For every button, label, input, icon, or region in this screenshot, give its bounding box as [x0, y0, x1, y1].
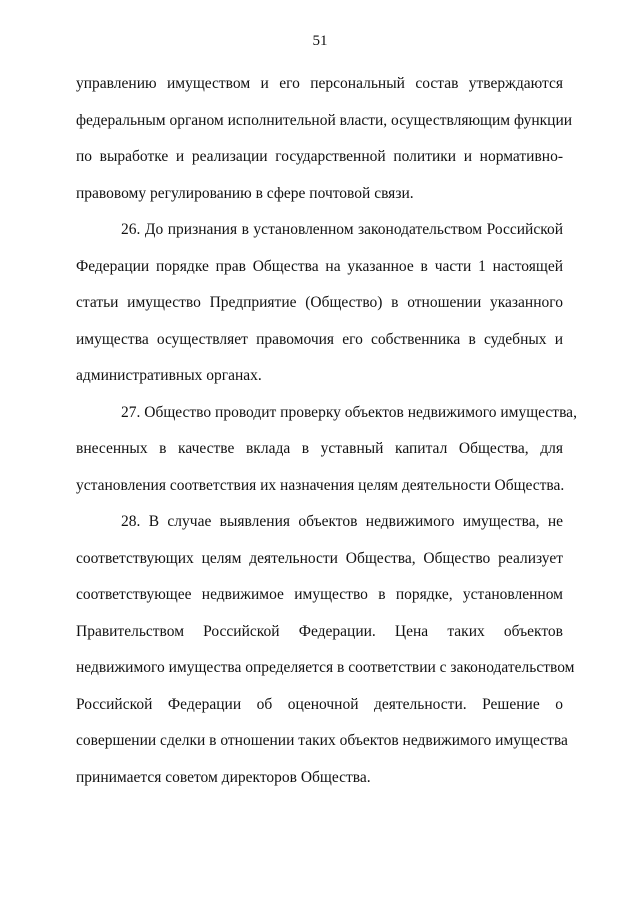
text-line: установления соответствия их назначения целям деятельности Общества.: [76, 476, 565, 494]
text-line: статьи имущество Предприятие (Общество) в отношении указанного: [76, 294, 563, 311]
text-line: административных органах.: [76, 367, 262, 384]
text-line: имущества осуществляет правомочия его собственника в судебных и: [76, 330, 563, 348]
text-line: 26. До признания в установленном законодательством Российской: [121, 221, 563, 238]
page-number: 51: [312, 33, 328, 49]
document-body: [76, 70, 577, 800]
text-line: недвижимого имущества определяется в соответствии с законодательством: [76, 659, 575, 676]
paragraph-27: [76, 399, 577, 509]
text-line: по выработке и реализации государственной политики и нормативно-: [76, 148, 563, 165]
text-line: Российской Федерации об оценочной деятельности. Решение о: [76, 695, 563, 713]
text-line: принимается советом директоров Общества.: [76, 768, 371, 786]
paragraph-28: [76, 508, 575, 800]
paragraph-26: [76, 216, 563, 399]
text-line: Правительством Российской Федерации. Цена таких объектов: [76, 622, 563, 640]
text-line: совершении сделки в отношении таких объектов недвижимого имущества: [76, 732, 568, 749]
text-line: управлению имуществом и его персональный состав утверждаются: [76, 75, 563, 92]
text-line: соответствующих целям деятельности Общества, Общество реализует: [76, 549, 563, 567]
text-line: 27. Общество проводит проверку объектов недвижимого имущества,: [121, 403, 577, 421]
text-line: федеральным органом исполнительной власти, осуществляющим функции: [76, 111, 573, 129]
text-line: Федерации порядке прав Общества на указанное в части 1 настоящей: [76, 257, 563, 275]
text-line: соответствующее недвижимое имущество в порядке, установленном: [76, 586, 563, 603]
text-line: 28. В случае выявления объектов недвижимого имущества, не: [121, 513, 563, 530]
paragraph-continuation: [76, 70, 573, 216]
text-line: правовому регулированию в сфере почтовой связи.: [76, 184, 414, 202]
text-line: внесенных в качестве вклада в уставный капитал Общества, для: [76, 440, 563, 457]
